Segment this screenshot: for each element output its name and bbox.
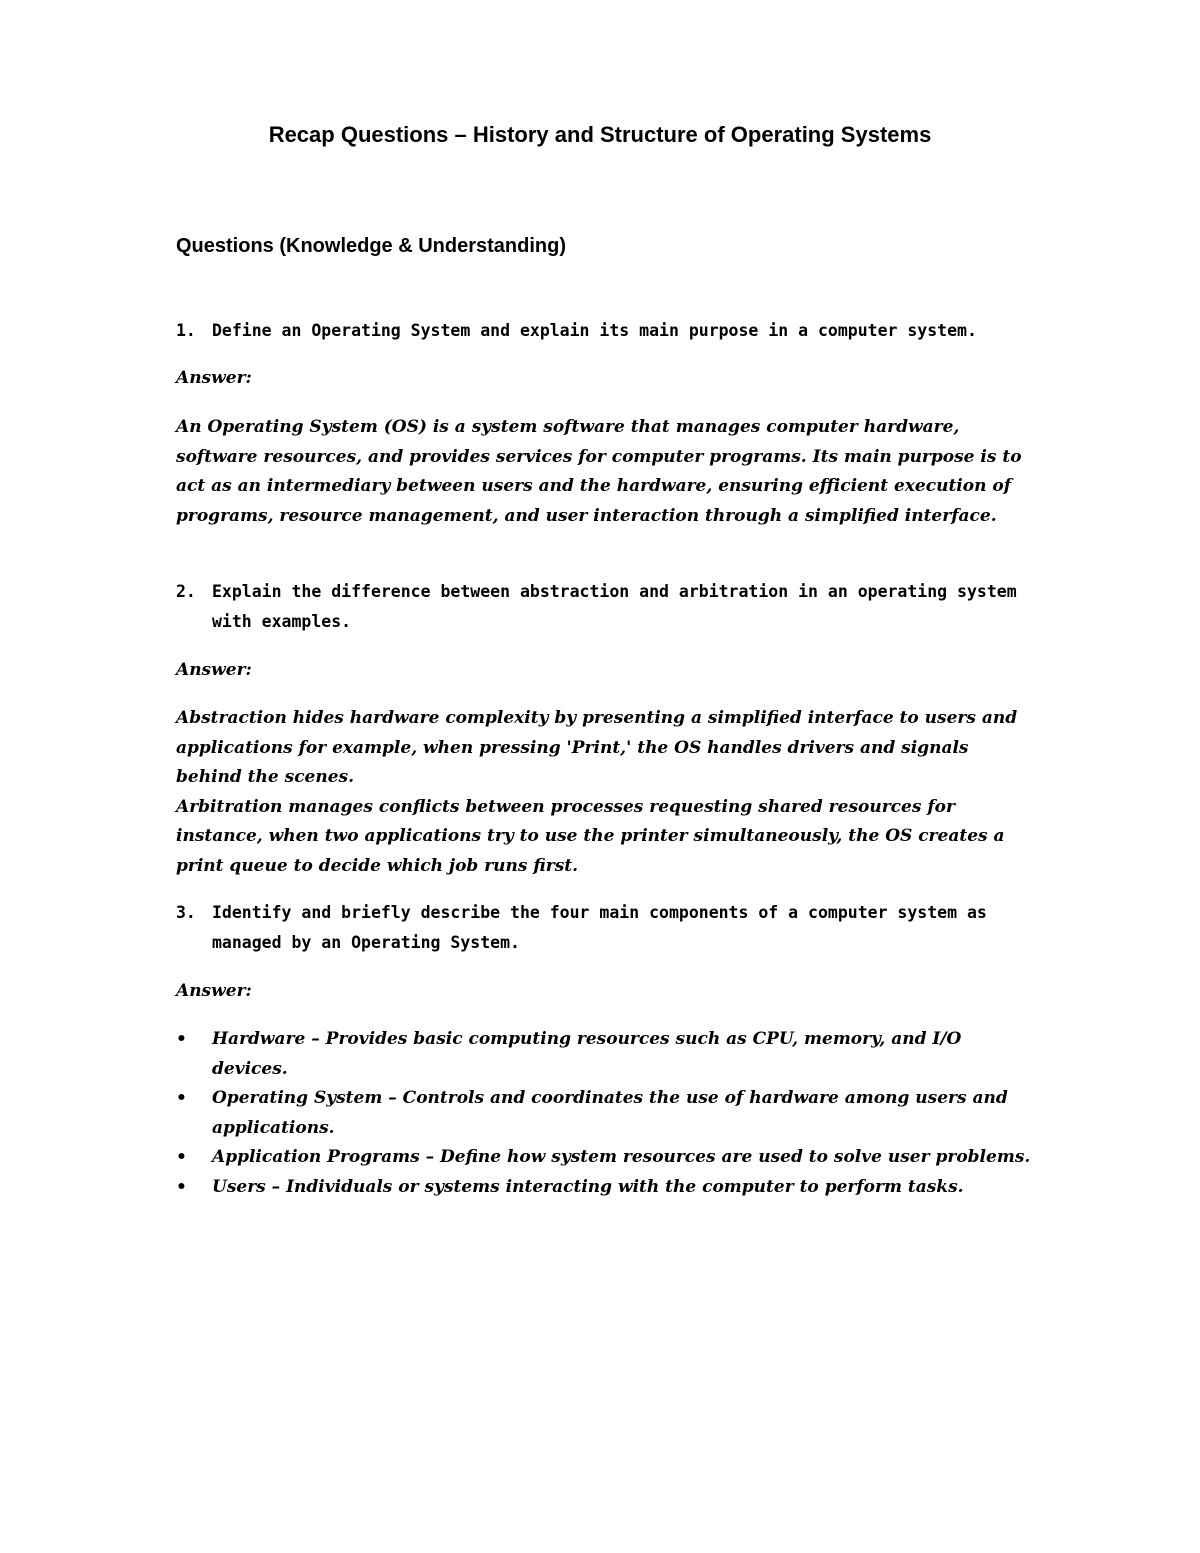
list-item-text: Hardware – Provides basic computing resources such as CPU, memory, and I/O devices. <box>212 1029 962 1079</box>
question-1-text: Define an Operating System and explain its main purpose in a computer system. <box>212 321 977 340</box>
list-item <box>176 1143 1036 1173</box>
question-3 <box>176 898 1036 957</box>
page-title: Recap Questions – History and Structure of Operating Systems <box>268 122 932 147</box>
list-item-text: Application Programs – Define how system resources are used to solve user problems. <box>212 1147 1031 1167</box>
answer-2-arbitration: Arbitration manages conflicts between processes requesting shared resources for instance, when two applications try to use the printer simultaneously, the OS creates a print queue to decide which job runs first. <box>176 796 1005 876</box>
answer-1-label: Answer: <box>176 368 252 388</box>
bullet-icon: • <box>176 1029 187 1049</box>
answer-3-list <box>176 1025 1036 1202</box>
bullet-icon: • <box>176 1147 187 1167</box>
question-2-text: Explain the difference between abstraction and arbitration in an operating system with examples. <box>212 582 1017 631</box>
bullet-icon: • <box>176 1088 187 1108</box>
question-1 <box>176 316 1036 346</box>
question-3-text: Identify and briefly describe the four main components of a computer system as managed by an Operating System. <box>212 903 987 952</box>
list-item-text: Users – Individuals or systems interacting with the computer to perform tasks. <box>212 1176 964 1197</box>
list-item <box>176 1025 1036 1084</box>
question-2-number: 2. <box>176 582 196 601</box>
answer-2-label: Answer: <box>176 660 252 680</box>
answer-2-text <box>176 704 1026 881</box>
section-heading: Questions (Knowledge & Understanding) <box>176 235 567 257</box>
list-item-text: Operating System – Controls and coordinates the use of hardware among users and applications. <box>212 1088 1008 1138</box>
answer-2-abstraction: Abstraction hides hardware complexity by presenting a simplified interface to users and applications for example, when pressing 'Print,' the OS handles drivers and signals behind the scenes. <box>176 708 1018 787</box>
bullet-icon: • <box>176 1176 187 1197</box>
question-1-number: 1. <box>176 321 196 340</box>
list-item <box>176 1173 1036 1203</box>
question-2 <box>176 577 1036 636</box>
answer-1-text: An Operating System (OS) is a system software that manages computer hardware, software resources, and provides services for computer programs. Its main purpose is to act as an intermediary between users and the hardware, ensuring efficient execution of programs, resource management, and user interaction through a simplified interface. <box>176 417 1022 526</box>
answer-3-label: Answer: <box>176 981 252 1001</box>
list-item <box>176 1084 1036 1143</box>
question-3-number: 3. <box>176 903 196 922</box>
components-list <box>176 1025 1036 1202</box>
